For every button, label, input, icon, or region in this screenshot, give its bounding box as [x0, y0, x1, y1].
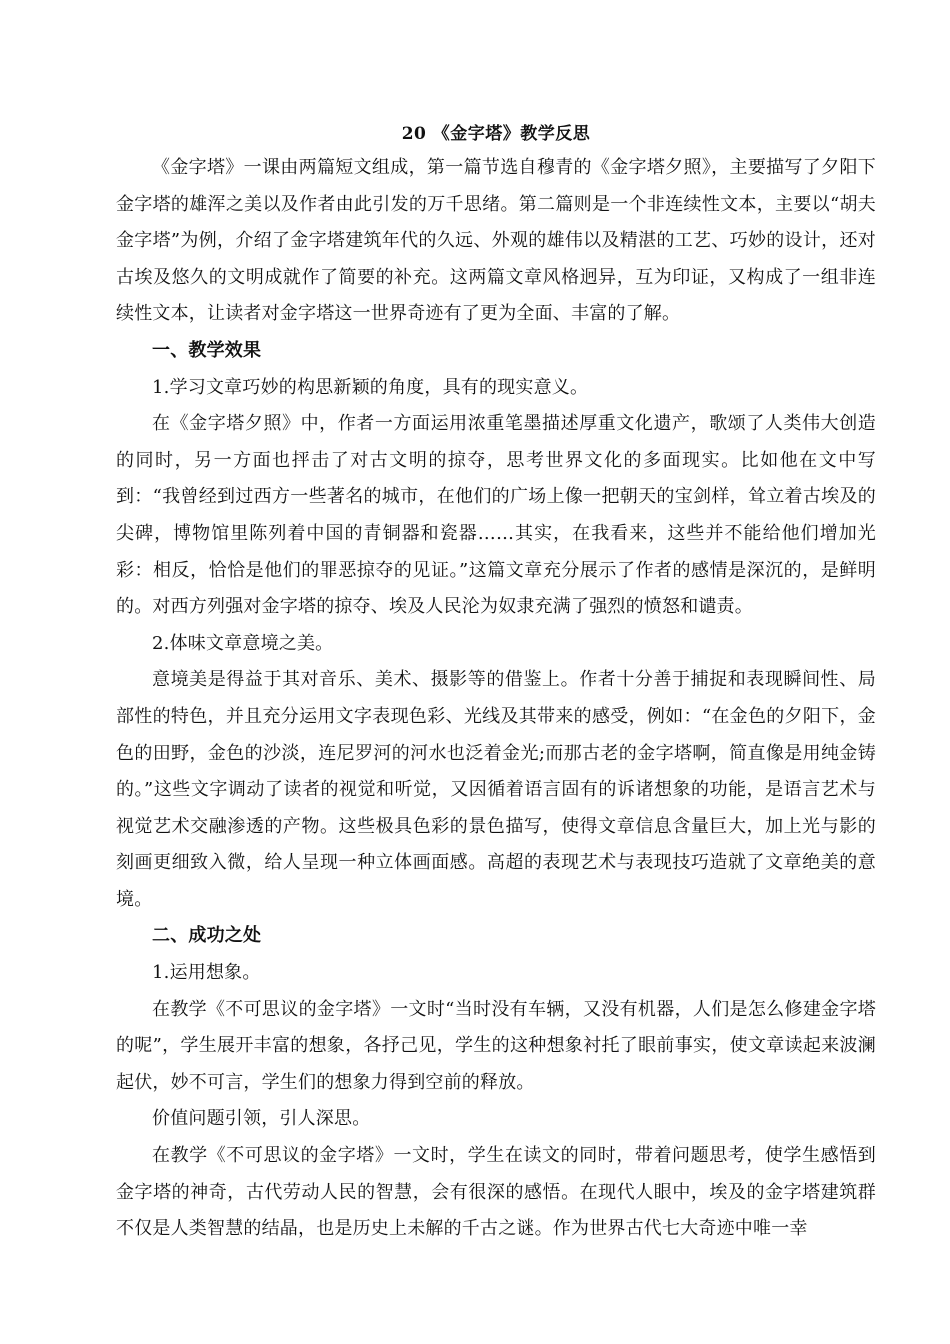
intro-paragraph: 《金字塔》一课由两篇短文组成，第一篇节选自穆青的《金字塔夕照》，主要描写了夕阳下金字塔的雄浑之美以及作者由此引发的万千思绪。第二篇则是一个非连续性文本，主要以“胡夫金字塔”为例，介绍了金字塔建筑年代的久远、外观的雄伟以及精湛的工艺、巧妙的设计，还对古埃及悠久的文明成就作了简要的补充。这两篇文章风格迥异，互为印证，又构成了一组非连续性文本，让读者对金字塔这一世界奇迹有了更为全面、丰富的了解。	[116, 157, 876, 325]
subpoint-imagination: 1.运用想象。	[152, 962, 261, 984]
section-heading-teaching-effect: 一、教学效果	[152, 339, 262, 361]
body-paragraph: 在教学《不可思议的金字塔》一文时，学生在读文的同时，带着问题思考，使学生感悟到金字塔的神奇，古代劳动人民的智慧，会有很深的感悟。在现代人眼中，埃及的金字塔建筑群不仅是人类智慧的结晶，也是历史上未解的千古之谜。作为世界古代七大奇迹中唯一幸	[116, 1145, 876, 1240]
subpoint-value-question: 价值问题引领，引人深思。	[152, 1108, 371, 1130]
document-body	[116, 122, 876, 1248]
subpoint-2: 2.体味文章意境之美。	[152, 632, 334, 654]
subpoint-1: 1.学习文章巧妙的构思新颖的角度，具有的现实意义。	[152, 376, 589, 398]
body-paragraph: 意境美是得益于其对音乐、美术、摄影等的借鉴上。作者十分善于捕捉和表现瞬间性、局部性的特色，并且充分运用文字表现色彩、光线及其带来的感受，例如：“在金色的夕阳下，金色的田野，金色的沙淡，连尼罗河的河水也泛着金光;而那古老的金字塔啊，简直像是用纯金铸的。”这些文字调动了读者的视觉和听觉，又因循着语言固有的诉诸想象的功能，是语言艺术与视觉艺术交融渗透的产物。这些极具色彩的景色描写，使得文章信息含量巨大，加上光与影的刻画更细致入微，给人呈现一种立体画面感。高超的表现艺术与表现技巧造就了文章绝美的意境。	[116, 669, 876, 910]
document-title: 20 《金字塔》教学反思	[401, 124, 591, 144]
body-paragraph: 在《金字塔夕照》中，作者一方面运用浓重笔墨描述厚重文化遗产，歌颂了人类伟大创造的同时，另一方面也抨击了对古文明的掠夺，思考世界文化的多面现实。比如他在文中写到：“我曾经到过西方一些著名的城市，在他们的广场上像一把朝天的宝剑样，耸立着古埃及的尖碑，博物馆里陈列着中国的青铜器和瓷器……其实，在我看来，这些并不能给他们增加光彩：相反，恰恰是他们的罪恶掠夺的见证。”这篇文章充分展示了作者的感情是深沉的，是鲜明的。对西方列强对金字塔的掠夺、埃及人民沦为奴隶充满了强烈的愤怒和谴责。	[116, 413, 876, 618]
body-paragraph: 在教学《不可思议的金字塔》一文时“当时没有车辆，又没有机器，人们是怎么修建金字塔的呢”，学生展开丰富的想象，各抒己见，学生的这种想象衬托了眼前事实，使文章读起来波澜起伏，妙不可言，学生们的想象力得到空前的释放。	[116, 998, 876, 1093]
section-heading-success: 二、成功之处	[152, 925, 262, 947]
